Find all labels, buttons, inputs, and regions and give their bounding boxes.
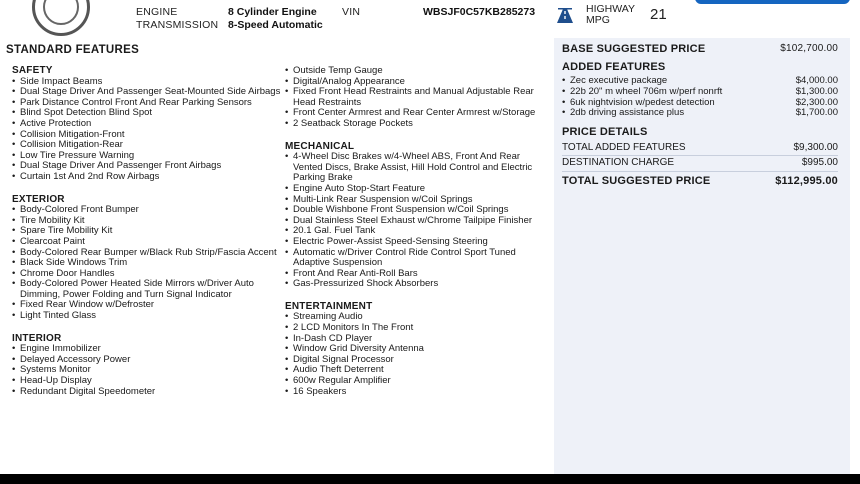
feature-item: • 20.1 Gal. Fuel Tank [285, 226, 547, 237]
interior-heading: INTERIOR [12, 332, 62, 344]
added-feature-price: $1,700.00 [795, 107, 838, 119]
added-feature-name: Zec executive package [570, 75, 668, 86]
safety-list [12, 77, 282, 183]
interior-list [12, 344, 282, 397]
feature-item: • Front Center Armrest and Rear Center Armrest w/Storage [285, 108, 547, 119]
interior-list-continued [285, 66, 547, 130]
feature-item: • Body-Colored Rear Bumper w/Black Rub Strip/Fascia Accent [12, 248, 282, 259]
feature-item: • 2 Seatback Storage Pockets [285, 119, 547, 130]
destination-value: $995.00 [801, 157, 838, 168]
feature-item: • 4-Wheel Disc Brakes w/4-Wheel ABS, Front And Rear Vented Discs, Brake Assist, Hill Hold Control and Electric Parking Brake [285, 152, 547, 184]
highway-mpg-value: 21 [650, 6, 667, 23]
destination-row [562, 157, 838, 168]
feature-item: • Curtain 1st And 2nd Row Airbags [12, 172, 282, 183]
action-button[interactable] [695, 0, 850, 4]
feature-item: • Fixed Front Head Restraints and Manual Adjustable Rear Head Restraints [285, 87, 547, 108]
feature-item: • Collision Mitigation-Rear [12, 140, 282, 151]
feature-item: • Systems Monitor [12, 365, 282, 376]
vin-label: VIN [342, 6, 361, 18]
total-added-value: $9,300.00 [793, 142, 838, 153]
feature-item: • Gas-Pressurized Shock Absorbers [285, 279, 547, 290]
feature-item: • Engine Immobilizer [12, 344, 282, 355]
feature-item: • Spare Tire Mobility Kit [12, 226, 282, 237]
feature-item: • Window Grid Diversity Antenna [285, 344, 547, 355]
feature-item: • Collision Mitigation-Front [12, 130, 282, 141]
feature-item: • Clearcoat Paint [12, 237, 282, 248]
feature-item: • 2 LCD Monitors In The Front [285, 323, 547, 334]
feature-item: • Dual Stage Driver And Passenger Front Airbags [12, 161, 282, 172]
header-spec-bar [0, 0, 860, 36]
highway-icon [556, 6, 574, 24]
base-price-label: BASE SUGGESTED PRICE [562, 43, 706, 55]
exterior-heading: EXTERIOR [12, 193, 65, 205]
feature-item: • Dual Stainless Steel Exhaust w/Chrome Tailpipe Finisher [285, 216, 547, 227]
total-price-row [562, 175, 838, 187]
added-feature-price: $4,000.00 [795, 75, 838, 86]
feature-item: • Audio Theft Deterrent [285, 365, 547, 376]
mechanical-list [285, 152, 547, 290]
total-added-label: TOTAL ADDED FEATURES [562, 142, 686, 153]
divider [562, 171, 838, 172]
feature-item: • Redundant Digital Speedometer [12, 387, 282, 398]
feature-item: • 16 Speakers [285, 387, 547, 398]
features-column-left [12, 66, 282, 397]
bottom-bar [0, 474, 860, 484]
feature-item: • Dual Stage Driver And Passenger Seat-Mounted Side Airbags [12, 87, 282, 98]
transmission-label: TRANSMISSION [136, 19, 219, 31]
vin-value: WBSJF0C57KB285273 [423, 6, 536, 18]
feature-item: • Chrome Door Handles [12, 269, 282, 280]
pricing-panel [554, 38, 850, 474]
entertainment-list [285, 312, 547, 397]
feature-item: • Automatic w/Driver Control Ride Control Sport Tuned Adaptive Suspension [285, 248, 547, 269]
feature-item: • Body-Colored Power Heated Side Mirrors w/Driver Auto Dimming, Power Folding and Turn Signal Indicator [12, 279, 282, 300]
brand-logo [32, 0, 90, 36]
destination-label: DESTINATION CHARGE [562, 157, 675, 168]
feature-item: • Side Impact Beams [12, 77, 282, 88]
engine-value: 8 Cylinder Engine [228, 6, 317, 18]
feature-item: • Multi-Link Rear Suspension w/Coil Springs [285, 195, 547, 206]
feature-item: • In-Dash CD Player [285, 334, 547, 345]
mechanical-heading: MECHANICAL [285, 140, 355, 152]
added-features-list [562, 76, 838, 119]
entertainment-heading: ENTERTAINMENT [285, 300, 373, 312]
feature-item: • Body-Colored Front Bumper [12, 205, 282, 216]
total-added-row [562, 142, 838, 153]
feature-item: • Streaming Audio [285, 312, 547, 323]
feature-item: • Digital/Analog Appearance [285, 77, 547, 88]
transmission-value: 8-Speed Automatic [228, 19, 323, 31]
price-details-heading: PRICE DETAILS [562, 126, 648, 138]
feature-item: • Digital Signal Processor [285, 355, 547, 366]
added-feature-name: 6uk nightvision w/pedest detection [570, 96, 715, 108]
feature-item: • Double Wishbone Front Suspension w/Coil Springs [285, 205, 547, 216]
added-feature-name: 2db driving assistance plus [570, 107, 685, 119]
features-column-right [285, 66, 547, 397]
feature-item: • Head-Up Display [12, 376, 282, 387]
feature-item: • Front And Rear Anti-Roll Bars [285, 269, 547, 280]
feature-item: • Park Distance Control Front And Rear Parking Sensors [12, 98, 282, 109]
feature-item: • Engine Auto Stop-Start Feature [285, 184, 547, 195]
base-price-row [562, 43, 838, 55]
highway-mpg-label: HIGHWAY MPG [586, 3, 635, 26]
feature-item: • Tire Mobility Kit [12, 216, 282, 227]
divider [562, 155, 838, 156]
feature-item: • Black Side Windows Trim [12, 258, 282, 269]
added-feature-price: $2,300.00 [795, 96, 838, 108]
feature-item: • Blind Spot Detection Blind Spot [12, 108, 282, 119]
exterior-list [12, 205, 282, 322]
feature-item: • Electric Power-Assist Speed-Sensing Steering [285, 237, 547, 248]
safety-heading: SAFETY [12, 65, 53, 76]
total-price-value: $112,995.00 [775, 175, 838, 187]
feature-item: • Light Tinted Glass [12, 311, 282, 322]
added-feature-row [562, 108, 838, 119]
added-feature-price: $1,300.00 [795, 85, 838, 97]
standard-features-title: STANDARD FEATURES [6, 44, 140, 56]
base-price-value: $102,700.00 [780, 43, 838, 54]
added-features-heading: ADDED FEATURES [562, 61, 666, 73]
feature-item: • Fixed Rear Window w/Defroster [12, 300, 282, 311]
feature-item: • Low Tire Pressure Warning [12, 151, 282, 162]
total-price-label: TOTAL SUGGESTED PRICE [562, 175, 711, 187]
feature-item: • 600w Regular Amplifier [285, 376, 547, 387]
feature-item: • Delayed Accessory Power [12, 355, 282, 366]
feature-item: • Active Protection [12, 119, 282, 130]
feature-item: • Outside Temp Gauge [285, 66, 547, 77]
added-feature-name: 22b 20" m wheel 706m w/perf nonrft [570, 85, 723, 97]
engine-label: ENGINE [136, 6, 178, 18]
